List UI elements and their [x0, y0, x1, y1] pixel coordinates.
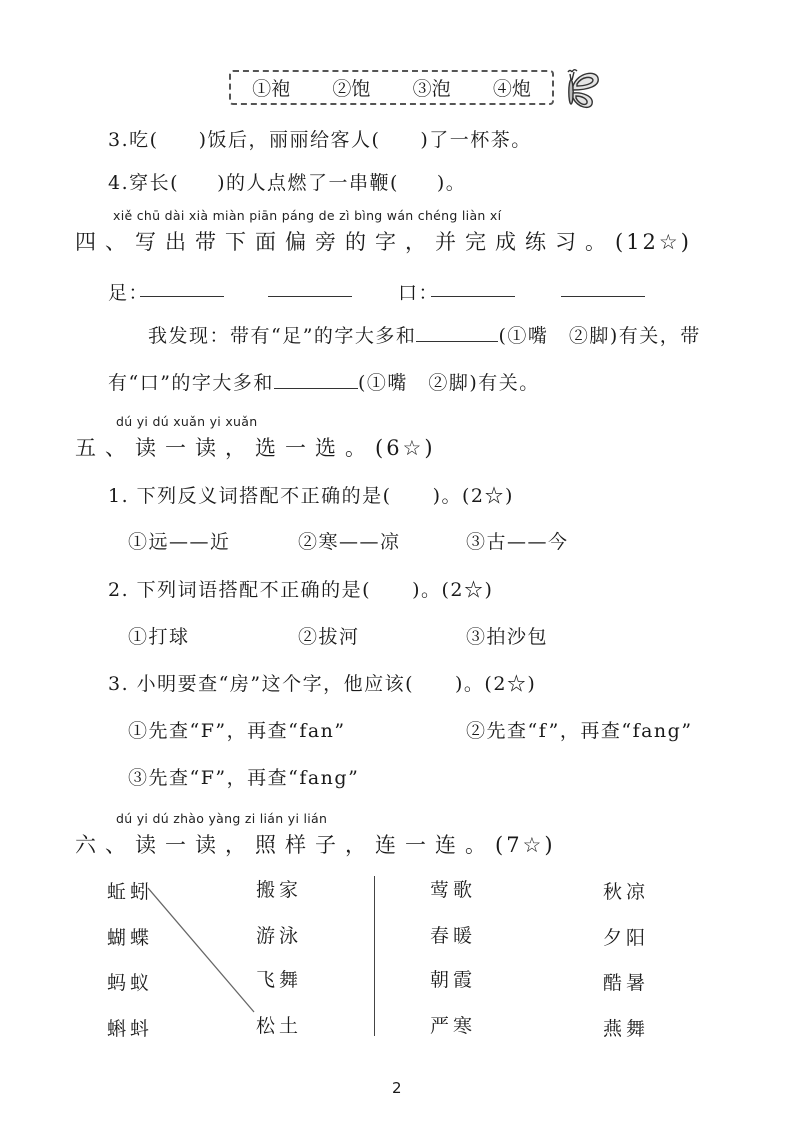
option-4: ④炮: [492, 78, 531, 100]
section-4-pinyin: xiě chū dài xià miàn piān páng de zì bìng wán chéng liàn xí: [113, 208, 502, 223]
radical-mouth-label: 口：: [398, 282, 440, 304]
q5-1-stem: 1. 下列反义词搭配不正确的是( )。(2☆): [108, 485, 514, 507]
match-right-pair-1[interactable]: 秋凉: [603, 881, 650, 903]
option-1: ①袍: [252, 78, 291, 100]
match-right-phrase-4[interactable]: 严寒: [430, 1015, 477, 1037]
q5-3-option-2[interactable]: ②先查“f”，再查“fang”: [466, 720, 693, 742]
match-left-animal-2[interactable]: 蝴蝶: [107, 927, 154, 949]
section-5-pinyin: dú yi dú xuǎn yi xuǎn: [116, 414, 258, 429]
match-left-animal-3[interactable]: 蚂蚁: [107, 972, 154, 994]
match-left-animal-4[interactable]: 蝌蚪: [107, 1018, 154, 1040]
q5-1-option-1[interactable]: ①远——近: [128, 531, 231, 553]
q5-2-stem: 2. 下列词语搭配不正确的是( )。(2☆): [108, 579, 494, 601]
match-left-action-4[interactable]: 松土: [256, 1015, 303, 1037]
question-4-fill-blank: 4.穿长( )的人点燃了一串鞭( )。: [108, 172, 467, 194]
q5-2-option-3[interactable]: ③拍沙包: [466, 626, 549, 648]
q5-3-option-1[interactable]: ①先查“F”，再查“fan”: [128, 720, 346, 742]
answer-line-discovery-2[interactable]: [274, 370, 358, 389]
radical-foot-label: 足：: [108, 282, 150, 304]
q5-1-option-3[interactable]: ③古——今: [466, 531, 569, 553]
match-right-phrase-2[interactable]: 春暖: [430, 925, 477, 947]
match-left-action-3[interactable]: 飞舞: [256, 969, 303, 991]
q5-3-option-3[interactable]: ③先查“F”，再查“fang”: [128, 767, 360, 789]
group-divider: [374, 876, 375, 1036]
section-5-title: 五、读一读，选一选。(6☆): [75, 436, 436, 460]
question-3-fill-blank: 3.吃( )饭后，丽丽给客人( )了一杯茶。: [108, 129, 532, 151]
q5-1-option-2[interactable]: ②寒——凉: [298, 531, 401, 553]
character-options-box: [229, 70, 554, 105]
answer-line-foot-2[interactable]: [268, 296, 352, 297]
answer-line-mouth-1[interactable]: [431, 296, 515, 297]
page-number: 2: [392, 1079, 402, 1097]
example-match-line: [140, 880, 260, 1020]
section-6-pinyin: dú yi dú zhào yàng zi lián yi lián: [116, 811, 328, 826]
answer-line-discovery-1[interactable]: [416, 323, 498, 342]
section-6-title: 六、读一读，照样子，连一连。(7☆): [75, 833, 556, 857]
match-left-action-1[interactable]: 搬家: [256, 879, 303, 901]
match-left-animal-1[interactable]: 蚯蚓: [107, 881, 154, 903]
match-right-phrase-1[interactable]: 莺歌: [430, 879, 477, 901]
answer-line-foot-1[interactable]: [140, 296, 224, 297]
q5-2-option-2[interactable]: ②拔河: [298, 626, 360, 648]
match-right-pair-2[interactable]: 夕阳: [603, 927, 650, 949]
match-right-pair-4[interactable]: 燕舞: [603, 1018, 650, 1040]
q5-3-stem: 3. 小明要查“房”这个字，他应该( )。(2☆): [108, 673, 537, 695]
q5-2-option-1[interactable]: ①打球: [128, 626, 190, 648]
discovery-line-1: 我发现：带有“足”的字大多和 (①嘴 ②脚)有关，带: [148, 325, 701, 347]
match-right-pair-3[interactable]: 酷暑: [603, 972, 650, 994]
match-left-action-2[interactable]: 游泳: [256, 925, 303, 947]
butterfly-icon: [558, 66, 604, 112]
section-4-title: 四、写出带下面偏旁的字，并完成练习。(12☆): [75, 230, 692, 254]
answer-line-mouth-2[interactable]: [561, 296, 645, 297]
option-2: ②饱: [332, 78, 371, 100]
discovery-line-2: 有“口”的字大多和 (①嘴 ②脚)有关。: [108, 372, 540, 394]
match-right-phrase-3[interactable]: 朝霞: [430, 969, 477, 991]
option-3: ③泡: [412, 78, 451, 100]
